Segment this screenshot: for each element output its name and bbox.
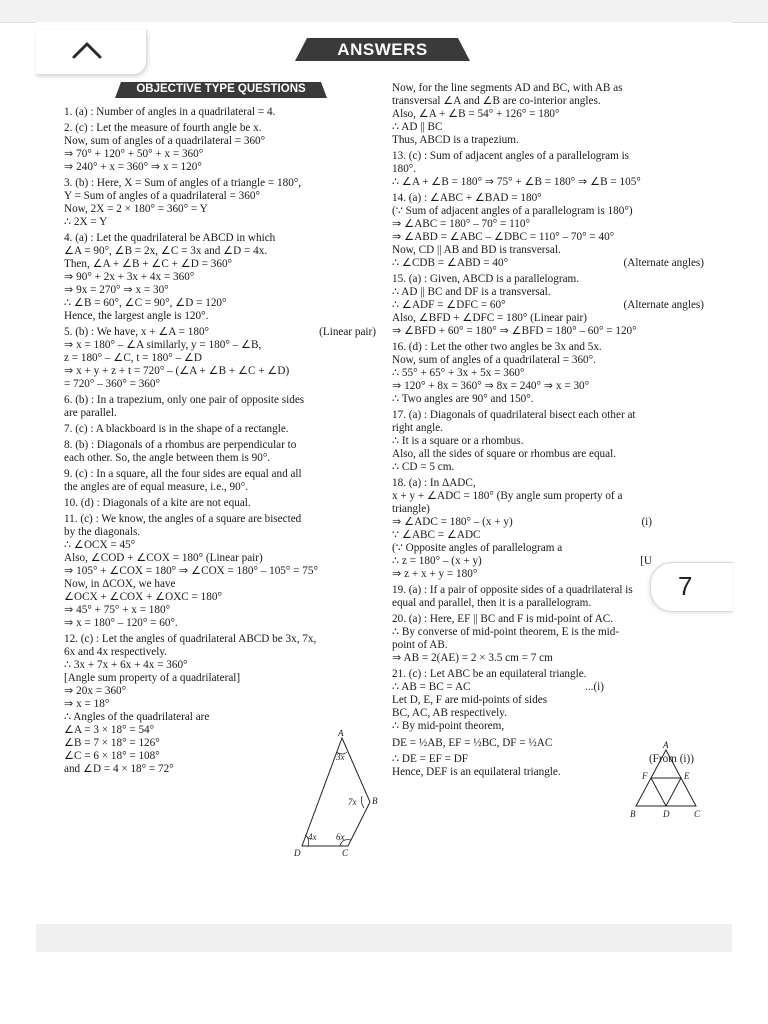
- text-line: ∴ It is a square or a rhombus.: [392, 435, 524, 447]
- text-line: [392, 516, 704, 529]
- text-line: ⇒ z + x + y = 180°: [392, 568, 478, 580]
- text-fragment: ⇒ ∠ADC = 180° – (x + y): [392, 516, 513, 528]
- text-line: ⇒ 240° + x = 360° ⇒ x = 120°: [64, 161, 202, 173]
- text-line: Hence, the largest angle is 120°.: [64, 310, 209, 322]
- text-line: each other. So, the angle between them is 90°.: [64, 452, 271, 464]
- text-line: 21. (c) : Let ABC be an equilateral triangle.: [392, 668, 587, 680]
- text-fragment: 5. (b) : We have, x + ∠A = 180°: [64, 326, 210, 338]
- text-line: ∴ ∠B = 60°, ∠C = 90°, ∠D = 120°: [64, 297, 227, 309]
- text-line: ⇒ 45° + 75° + x = 180°: [64, 604, 171, 616]
- text-line: ∠C = 6 × 18° = 108°: [64, 750, 160, 762]
- left-column: [64, 106, 376, 776]
- text-line: Let D, E, F are mid-points of sides: [392, 694, 548, 706]
- text-line: ∴ By converse of mid-point theorem, E is the mid-: [392, 626, 620, 638]
- right-column: [392, 82, 704, 779]
- text-line: (∵ Sum of adjacent angles of a parallelogram is 180°): [392, 205, 633, 217]
- triangle-figure: [628, 740, 708, 822]
- page-number: 7: [678, 571, 693, 601]
- text-line: ⇒ 120° + 8x = 360° ⇒ 8x = 240° ⇒ x = 30°: [392, 380, 590, 392]
- text-line: Now, sum of angles of a quadrilateral = 360°.: [392, 354, 596, 366]
- text-line: Now, 2X = 2 × 180° = 360° = Y: [64, 203, 208, 215]
- angle-label-4x: 4x: [308, 832, 317, 842]
- text-line: 13. (c) : Sum of adjacent angles of a parallelogram is: [392, 150, 630, 162]
- text-fragment: ∴ ∠ADF = ∠DFC = 60°: [392, 299, 506, 311]
- vertex-label-b: B: [372, 796, 378, 806]
- angle-label-3x: 3x: [336, 752, 345, 762]
- text-line: (∵ Opposite angles of parallelogram a: [392, 542, 563, 554]
- text-line: 12. (c) : Let the angles of quadrilateral ABCD be 3x, 7x,: [64, 633, 317, 645]
- text-line: Now, in ΔCOX, we have: [64, 578, 176, 590]
- text-line: 6. (b) : In a trapezium, only one pair of opposite sides: [64, 394, 305, 406]
- text-line: Also, ∠BFD + ∠DFC = 180° (Linear pair): [392, 312, 588, 324]
- text-line: ⇒ x = 180° – 120° = 60°.: [64, 617, 178, 629]
- vertex-label-c: C: [342, 848, 349, 858]
- text-line: 1. (a) : Number of angles in a quadrilateral = 4.: [64, 106, 276, 118]
- text-line: triangle): [392, 503, 430, 515]
- page-number-badge[interactable]: [650, 562, 733, 612]
- text-line: 18. (a) : In ΔADC,: [392, 477, 476, 489]
- answers-title: ANSWERS: [337, 40, 428, 59]
- text-line: 20. (a) : Here, EF || BC and F is mid-point of AC.: [392, 613, 614, 625]
- text-line: 8. (b) : Diagonals of a rhombus are perpendicular to: [64, 439, 297, 451]
- text-line: 11. (c) : We know, the angles of a square are bisected: [64, 513, 302, 525]
- side-note: (Alternate angles): [623, 257, 704, 269]
- text-line: = 720° – 360° = 360°: [64, 378, 160, 390]
- text-line: ⇒ 9x = 270° ⇒ x = 30°: [64, 284, 169, 296]
- text-line: [392, 257, 704, 270]
- text-line: 15. (a) : Given, ABCD is a parallelogram.: [392, 273, 580, 285]
- text-line: ∴ AD || BC: [392, 121, 443, 133]
- text-line: Now, CD || AB and BD is transversal.: [392, 244, 561, 256]
- text-line: 180°.: [392, 163, 417, 175]
- bottom-bar: [36, 924, 732, 952]
- text-line: ∴ 2X = Y: [64, 216, 108, 228]
- text-line: ⇒ x = 180° – ∠A similarly, y = 180° – ∠B,: [64, 339, 262, 351]
- vertex-label-d: D: [663, 809, 670, 819]
- text-line: [392, 681, 704, 694]
- section-title: OBJECTIVE TYPE QUESTIONS: [136, 83, 306, 95]
- side-note: (From (i)): [648, 753, 694, 765]
- text-line: ⇒ 20x = 360°: [64, 685, 127, 697]
- text-line: z = 180° – ∠C, t = 180° – ∠D: [64, 352, 202, 364]
- text-line: ∴ Two angles are 90° and 150°.: [392, 393, 534, 405]
- angle-label-6x: 6x: [336, 832, 345, 842]
- text-line: [64, 326, 376, 339]
- text-line: by the diagonals.: [64, 526, 141, 538]
- text-line: equal and parallel, then it is a parallelogram.: [392, 597, 592, 609]
- text-line: ⇒ ∠ABC = 180° – 70° = 110°: [392, 218, 530, 230]
- text-line: x + y + ∠ADC = 180° (By angle sum property of a: [392, 490, 623, 502]
- text-line: Thus, ABCD is a trapezium.: [392, 134, 519, 146]
- text-line: ∴ Angles of the quadrilateral are: [64, 711, 210, 723]
- text-line: ⇒ 70° + 120° + 50° + x = 360°: [64, 148, 204, 160]
- text-line: ⇒ ∠ABD = ∠ABC – ∠DBC = 110° – 70° = 40°: [392, 231, 615, 243]
- collapse-button[interactable]: [36, 30, 147, 75]
- text-line: Also, all the sides of square or rhombus are equal.: [392, 448, 617, 460]
- side-note: ...(i): [585, 681, 604, 693]
- text-line: ∴ CD = 5 cm.: [392, 461, 455, 473]
- text-line: Now, sum of angles of a quadrilateral = 360°: [64, 135, 266, 147]
- text-line: ∴ 55° + 65° + 3x + 5x = 360°: [392, 367, 525, 379]
- section-header: [115, 82, 327, 98]
- text-line: 17. (a) : Diagonals of quadrilateral bisect each other at: [392, 409, 636, 421]
- text-line: 6x and 4x respectively.: [64, 646, 168, 658]
- text-fragment: ∴ ∠CDB = ∠ABD = 40°: [392, 257, 509, 269]
- text-line: ∵ ∠ABC = ∠ADC: [392, 529, 481, 541]
- text-line: ⇒ x = 18°: [64, 698, 110, 710]
- text-line: 19. (a) : If a pair of opposite sides of a quadrilateral is: [392, 584, 633, 596]
- text-line: ∠A = 3 × 18° = 54°: [64, 724, 155, 736]
- text-line: [392, 299, 704, 312]
- text-line: [Angle sum property of a quadrilateral]: [64, 672, 241, 684]
- vertex-label-e: E: [684, 771, 690, 781]
- side-note: [U: [640, 555, 652, 567]
- text-fragment: ∴ DE = EF = DF: [392, 753, 468, 765]
- text-line: 9. (c) : In a square, all the four sides are equal and all: [64, 468, 302, 480]
- text-line: Also, ∠COD + ∠COX = 180° (Linear pair): [64, 552, 263, 564]
- text-line: 7. (c) : A blackboard is in the shape of a rectangle.: [64, 423, 289, 435]
- text-line: 3. (b) : Here, X = Sum of angles of a triangle = 180°,: [64, 177, 302, 189]
- text-line: right angle.: [392, 422, 443, 434]
- chevron-up-icon: [70, 39, 104, 61]
- text-line: ∠OCX + ∠COX + ∠OXC = 180°: [64, 591, 222, 603]
- text-line: the angles are of equal measure, i.e., 90°.: [64, 481, 249, 493]
- text-line: Now, for the line segments AD and BC, with AB as: [392, 82, 623, 94]
- text-line: ∴ 3x + 7x + 6x + 4x = 360°: [64, 659, 188, 671]
- text-line: ∠A = 90°, ∠B = 2x, ∠C = 3x and ∠D = 4x.: [64, 245, 268, 257]
- text-line: ∴ By mid-point theorem,: [392, 720, 505, 732]
- text-line: ⇒ AB = 2(AE) = 2 × 3.5 cm = 7 cm: [392, 652, 553, 664]
- answers-banner: [295, 38, 470, 61]
- text-line: ∴ AD || BC and DF is a transversal.: [392, 286, 551, 298]
- text-fragment: ∴ z = 180° – (x + y): [392, 555, 482, 567]
- text-line: point of AB.: [392, 639, 448, 651]
- quadrilateral-figure: [290, 730, 380, 860]
- text-line: ⇒ 90° + 2x + 3x + 4x = 360°: [64, 271, 195, 283]
- vertex-label-d: D: [294, 848, 301, 858]
- text-line: 2. (c) : Let the measure of fourth angle be x.: [64, 122, 262, 134]
- text-line: DE = ½AB, EF = ½BC, DF = ½AC: [392, 737, 553, 749]
- text-line: Then, ∠A + ∠B + ∠C + ∠D = 360°: [64, 258, 233, 270]
- text-line: Also, ∠A + ∠B = 54° + 126° = 180°: [392, 108, 560, 120]
- text-line: ⇒ 105° + ∠COX = 180° ⇒ ∠COX = 180° – 105° = 75°: [64, 565, 318, 577]
- text-line: ⇒ ∠BFD + 60° = 180° ⇒ ∠BFD = 180° – 60° = 120°: [392, 325, 637, 337]
- text-line: 14. (a) : ∠ABC + ∠BAD = 180°: [392, 192, 542, 204]
- side-note: (Alternate angles): [623, 299, 704, 311]
- text-line: transversal ∠A and ∠B are co-interior angles.: [392, 95, 601, 107]
- text-line: Hence, DEF is an equilateral triangle.: [392, 766, 561, 778]
- vertex-label-c: C: [694, 809, 701, 819]
- vertex-label-b: B: [630, 809, 636, 819]
- text-fragment: ∴ AB = BC = AC: [392, 681, 471, 693]
- side-note: (Linear pair): [319, 326, 376, 338]
- vertex-label-f: F: [642, 771, 648, 781]
- text-line: BC, AC, AB respectively.: [392, 707, 507, 719]
- text-line: ∴ ∠A + ∠B = 180° ⇒ 75° + ∠B = 180° ⇒ ∠B = 105°: [392, 176, 641, 188]
- text-line: ⇒ x + y + z + t = 720° – (∠A + ∠B + ∠C + ∠D): [64, 365, 290, 377]
- vertex-label-a: A: [663, 740, 669, 750]
- text-line: 10. (d) : Diagonals of a kite are not equal.: [64, 497, 251, 509]
- text-line: 16. (d) : Let the other two angles be 3x and 5x.: [392, 341, 602, 353]
- vertex-label-a: A: [338, 730, 344, 738]
- text-line: are parallel.: [64, 407, 117, 419]
- side-note: (i): [641, 516, 652, 528]
- top-bar: [0, 0, 768, 23]
- text-line: ∠B = 7 × 18° = 126°: [64, 737, 160, 749]
- text-line: 4. (a) : Let the quadrilateral be ABCD in which: [64, 232, 276, 244]
- angle-label-7x: 7x: [348, 797, 357, 807]
- text-line: ∴ ∠OCX = 45°: [64, 539, 136, 551]
- text-line: Y = Sum of angles of a quadrilateral = 360°: [64, 190, 260, 202]
- text-line: and ∠D = 4 × 18° = 72°: [64, 763, 174, 775]
